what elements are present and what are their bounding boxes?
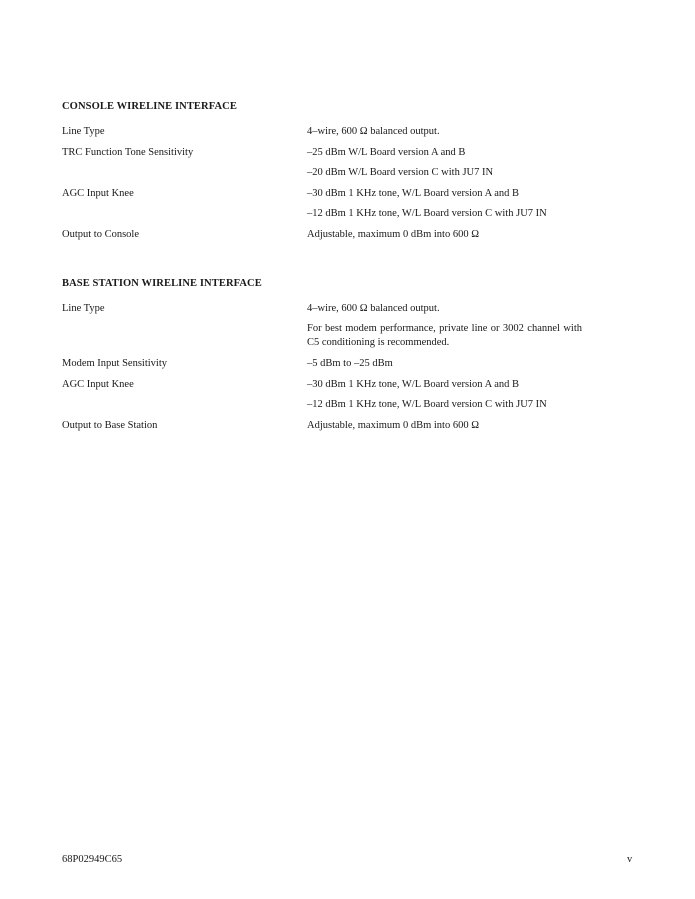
spec-row-line-type — [62, 125, 582, 139]
spec-value: –5 dBm to –25 dBm — [307, 358, 393, 369]
spec-label: Line Type — [62, 303, 105, 314]
spec-value: –30 dBm 1 KHz tone, W/L Board version A and B — [307, 188, 520, 199]
spec-label: Modem Input Sensitivity — [62, 358, 167, 369]
spec-row-output-to-console — [62, 228, 582, 242]
spec-value: –12 dBm 1 KHz tone, W/L Board version C with JU7 IN — [307, 399, 547, 410]
spec-value: Adjustable, maximum 0 dBm into 600 Ω — [307, 420, 480, 431]
spec-value: –30 dBm 1 KHz tone, W/L Board version A and B — [307, 379, 520, 390]
spec-row-modem-input-sensitivity — [62, 357, 582, 371]
page-number: v — [627, 854, 633, 865]
base-station-wireline-section — [62, 277, 582, 440]
spec-row-agc-input-knee — [62, 378, 582, 412]
spec-label: Line Type — [62, 126, 105, 137]
spec-value: 4–wire, 600 Ω balanced output. — [307, 303, 440, 314]
spec-label: Output to Base Station — [62, 420, 158, 431]
spec-value: –25 dBm W/L Board version A and B — [307, 147, 466, 158]
spec-value: –12 dBm 1 KHz tone, W/L Board version C with JU7 IN — [307, 208, 547, 219]
spec-label: Output to Console — [62, 229, 140, 240]
spec-row-output-to-base-station — [62, 419, 582, 433]
console-wireline-section — [62, 100, 582, 249]
spec-label: AGC Input Knee — [62, 188, 134, 199]
spec-label: TRC Function Tone Sensitivity — [62, 147, 194, 158]
spec-value: Adjustable, maximum 0 dBm into 600 Ω — [307, 229, 480, 240]
spec-value: 4–wire, 600 Ω balanced output. — [307, 126, 440, 137]
document-number: 68P02949C65 — [62, 854, 123, 865]
spec-value: –20 dBm W/L Board version C with JU7 IN — [307, 167, 494, 178]
spec-label: AGC Input Knee — [62, 379, 134, 390]
spec-value-note: For best modem performance, private line or 3002 channel with C5 conditioning is recommended. — [307, 323, 582, 348]
section-title: CONSOLE WIRELINE INTERFACE — [62, 101, 237, 112]
spec-row-line-type — [62, 302, 582, 350]
spec-row-trc-tone-sensitivity — [62, 146, 582, 180]
spec-row-agc-input-knee — [62, 187, 582, 221]
section-title: BASE STATION WIRELINE INTERFACE — [62, 278, 262, 289]
